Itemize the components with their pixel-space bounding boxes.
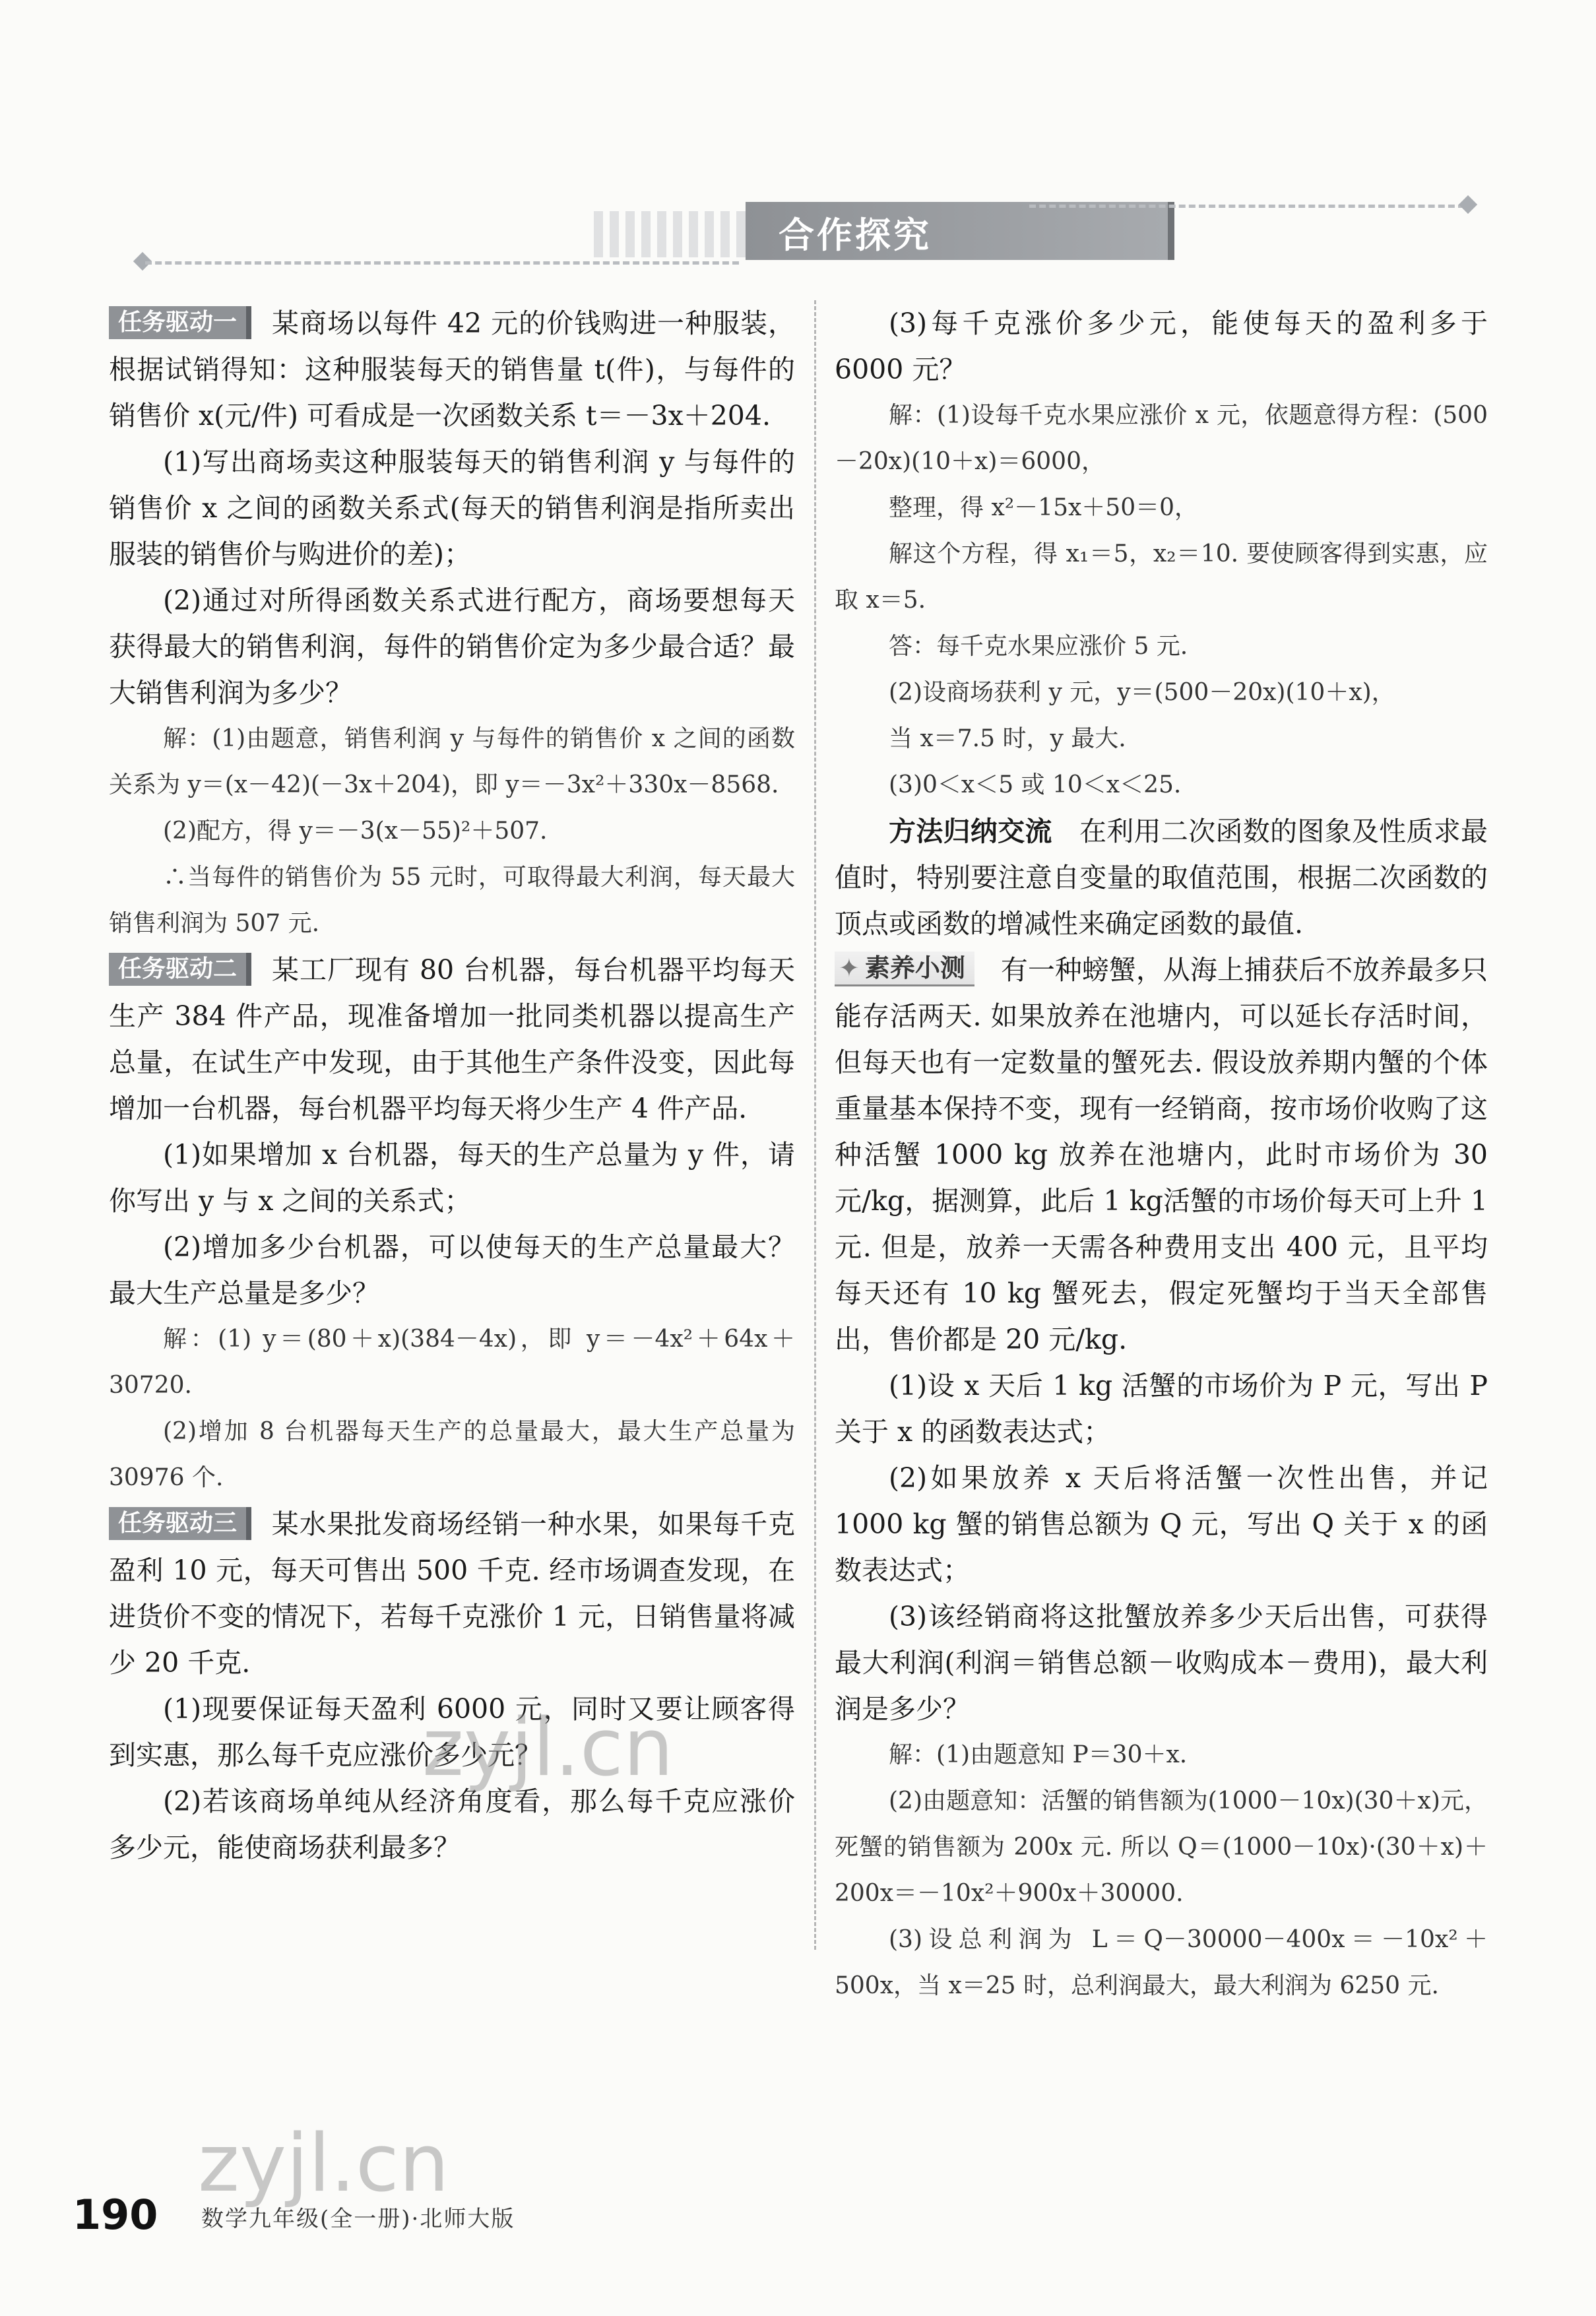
diamond-icon bbox=[1459, 195, 1477, 214]
quiz-question-3: (3)该经销商将这批蟹放养多少天后出售，可获得最大利润(利润＝销售总额－收购成本－费用)，最大利润是多少？ bbox=[835, 1601, 1488, 1725]
task1-solution-3: ∴当每件的销售价为 55 元时，可取得最大利润，每天最大销售利润为 507 元. bbox=[109, 864, 795, 937]
task2-question-1: (1)如果增加 x 台机器，每天的生产总量为 y 件，请你写出 y 与 x 之间的关系式； bbox=[109, 1139, 795, 1217]
task3-question-3: (3)每千克涨价多少元，能使每天的盈利多于 6000 元？ bbox=[835, 307, 1488, 385]
task1-question-1: (1)写出商场卖这种服装每天的销售利润 y 与每件的销售价 x 之间的函数关系式(每天的销售利润是指所卖出服装的销售价与购进价的差)； bbox=[109, 446, 795, 570]
task3-solution-2: 整理，得 x²－15x＋50＝0， bbox=[889, 494, 1199, 521]
book-title: 数学九年级(全一册)·北师大版 bbox=[201, 2206, 515, 2232]
task1-solution-1: 解：(1)由题意，销售利润 y 与每件的销售价 x 之间的函数关系为 y＝(x－42)(－3x＋204)，即 y＝－3x²＋330x－8568. bbox=[109, 725, 795, 798]
left-column bbox=[109, 300, 795, 1871]
task3-solution-5: 当 x＝7.5 时，y 最大. bbox=[889, 725, 1126, 752]
task1-question-2: (2)通过对所得函数关系式进行配方，商场要想每天获得最大的销售利润，每件的销售价定为多少最合适？最大销售利润为多少？ bbox=[109, 585, 795, 709]
task1-intro: 任务驱动一 某商场以每件 42 元的价钱购进一种服装，根据试销得知：这种服装每天的销售量 t(件)，与每件的销售价 x(元/件) 可看成是一次函数关系 t＝－3x＋204. bbox=[109, 307, 795, 432]
task2-tag: 任务驱动二 bbox=[109, 953, 251, 986]
method-label: 方法归纳交流 bbox=[889, 816, 1052, 847]
task2-intro: 任务驱动二 某工厂现有 80 台机器，每台机器平均每天生产 384 件产品，现准备增加一批同类机器以提高生产总量，在试生产中发现，由于其他生产条件没变，因此每增加一台机器，每台机器平均每天将少生产 4 件产品. bbox=[109, 954, 795, 1124]
quiz-solution-1: 解：(1)由题意知 P＝30＋x. bbox=[889, 1741, 1188, 1768]
task3-solution-4: (2)设商场获利 y 元，y＝(500－20x)(10＋x)， bbox=[889, 679, 1395, 706]
task3-answer: 答：每千克水果应涨价 5 元. bbox=[889, 633, 1188, 660]
task3-tag: 任务驱动三 bbox=[109, 1507, 251, 1540]
quiz-badge: ✦ 素养小测 bbox=[835, 951, 974, 986]
quiz-question-1: (1)设 x 天后 1 kg 活蟹的市场价为 P 元，写出 P 关于 x 的函数表达式； bbox=[835, 1370, 1488, 1448]
section-title: 合作探究 bbox=[779, 214, 932, 256]
quiz-question-2: (2)如果放养 x 天后将活蟹一次性出售，并记 1000 kg 蟹的销售总额为 Q 元，写出 Q 关于 x 的函数表达式； bbox=[835, 1462, 1488, 1586]
task2-solution-1: 解：(1) y＝(80＋x)(384－4x)，即 y＝－4x²＋64x＋30720. bbox=[109, 1326, 795, 1399]
header-rule-left bbox=[145, 261, 739, 265]
task3-question-2: (2)若该商场单纯从经济角度看，那么每千克应涨价多少元，能使商场获利最多？ bbox=[109, 1785, 795, 1863]
right-column bbox=[835, 300, 1488, 2009]
task3-question-1: (1)现要保证每天盈利 6000 元，同时又要让顾客得到实惠，那么每千克应涨价多少元？ bbox=[109, 1693, 795, 1771]
watermark: zyjl.cn bbox=[422, 1702, 674, 1794]
header-decoration bbox=[594, 211, 746, 257]
header-rule-right bbox=[1029, 205, 1465, 208]
column-divider bbox=[814, 300, 816, 1950]
watermark: zyjl.cn bbox=[198, 2118, 449, 2210]
quiz-solution-3: (3)设总利润为 L＝Q－30000－400x＝－10x²＋500x，当 x＝25 时，总利润最大，最大利润为 6250 元. bbox=[835, 1926, 1488, 1999]
task3-solution-3: 解这个方程，得 x₁＝5，x₂＝10. 要使顾客得到实惠，应取 x＝5. bbox=[835, 540, 1488, 614]
page-number: 190 bbox=[73, 2191, 158, 2239]
quiz-intro: ✦ 素养小测 有一种螃蟹，从海上捕获后不放养最多只能存活两天. 如果放养在池塘内，可以延长存活时间，但每天也有一定数量的蟹死去. 假设放养期内蟹的个体重量基本保持不变，现有一经销商，按市场价收购了这种活蟹 1000 kg 放养在池塘内，此时市场价为 30 元/kg，据测算，此后 1 kg活蟹的市场价每天可上升 1 元. 但是，放养一天需各种费用支出 400 元，且平均每天还有 10 kg 蟹死去，假定死蟹均于当天全部售出，售价都是 20 元/kg. bbox=[835, 947, 1488, 1363]
task1-solution-2: (2)配方，得 y＝－3(x－55)²＋507. bbox=[163, 818, 548, 845]
sparkle-icon: ✦ bbox=[839, 953, 860, 982]
task2-solution-2: (2)增加 8 台机器每天生产的总量最大，最大生产总量为 30976 个. bbox=[109, 1418, 795, 1491]
section-header bbox=[145, 198, 1471, 257]
method-summary: 方法归纳交流 在利用二次函数的图象及性质求最值时，特别要注意自变量的取值范围，根据二次函数的顶点或函数的增减性来确定函数的最值. bbox=[835, 816, 1488, 940]
task1-tag: 任务驱动一 bbox=[109, 306, 251, 339]
task3-solution-1: 解：(1)设每千克水果应涨价 x 元，依题意得方程：(500－20x)(10＋x)＝6000， bbox=[835, 402, 1488, 475]
task2-question-2: (2)增加多少台机器，可以使每天的生产总量最大？最大生产总量是多少？ bbox=[109, 1231, 795, 1309]
quiz-solution-2: (2)由题意知：活蟹的销售额为(1000－10x)(30＋x)元，死蟹的销售额为 200x 元. 所以 Q＝(1000－10x)·(30＋x)＋200x＝－10x²＋900x＋30000. bbox=[835, 1787, 1488, 1907]
task3-intro: 任务驱动三 某水果批发商场经销一种水果，如果每千克盈利 10 元，每天可售出 500 千克. 经市场调查发现，在进货价不变的情况下，若每千克涨价 1 元，日销售量将减少 20 千克. bbox=[109, 1508, 795, 1679]
task3-solution-6: (3)0＜x＜5 或 10＜x＜25. bbox=[889, 771, 1182, 798]
